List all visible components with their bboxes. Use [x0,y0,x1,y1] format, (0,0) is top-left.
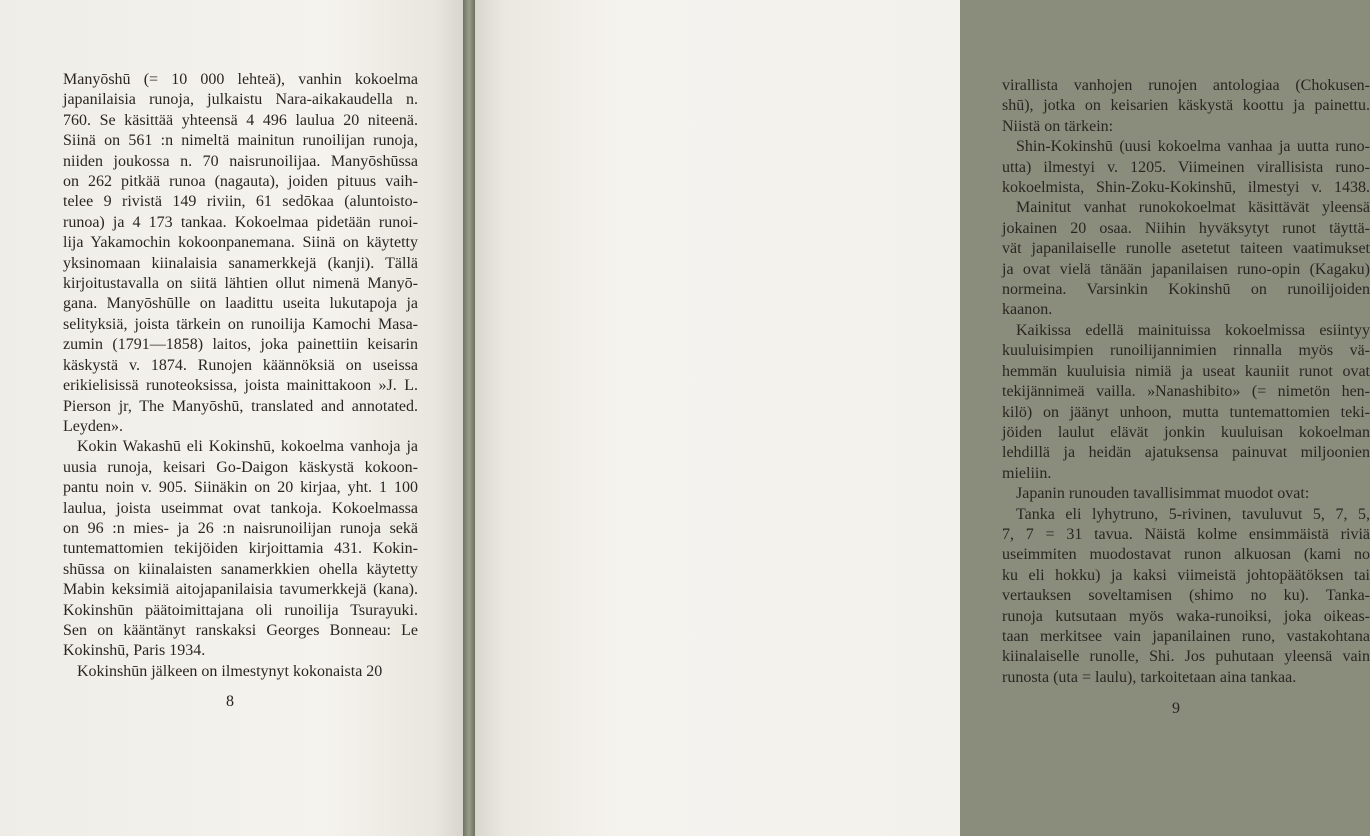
text-line: runoja kutsutaan myös waka-runoiksi, joka oikeas- [1002,607,1370,625]
text-line: shūssa on kiinalaisten sanamerkkien ohella käytetty [63,560,418,578]
text-line: tekijännimeä vailla. »Nanashibito» (= nimetön hen- [1002,383,1370,401]
text-line: käskystä v. 1874. Runojen käännöksiä on useissa [63,356,418,374]
text-line: laulua, joista useimmat ovat tankoja. Kokoelmassa [63,499,418,517]
text-line: Mainitut vanhat runokokoelmat käsittävät yleensä [1016,199,1370,217]
text-line: jöiden laulut elävät jonkin kuuluisan kokoelman [1002,423,1370,441]
text-line: 760. Se käsittää yhteensä 4 496 laulua 20 niteenä. [63,111,418,129]
text-line: Siinä on 561 :n nimeltä mainitun runoilijan runoja, [63,132,418,150]
right-page [475,0,1370,836]
text-line: Niistä on tärkein: [1002,117,1114,135]
text-line: lija Yakamochin kokoonpanemana. Siinä on käytetty [63,234,418,252]
text-line: Sen on kääntänyt ranskaksi Georges Bonneau: Le [63,621,418,639]
text-line: Kokin Wakashū eli Kokinshū, kokoelma vanhoja ja [77,438,418,456]
text-line: virallista vanhojen runojen antologiaa (Chokusen- [1002,77,1370,94]
text-line: pantu noin v. 905. Siinäkin on 20 kirjaa, yht. 1 100 [63,479,418,497]
text-line: erikielisissä runoteoksissa, joista mainittakoon »J. L. [63,377,418,395]
text-line: Kokinshūn jälkeen on ilmestynyt kokonaista 20 [77,662,383,680]
text-line: on 262 pitkää runoa (nagauta), joiden pituus vaih- [63,173,418,191]
text-line: uusia runoja, keisari Go-Daigon käskystä kokoon- [63,458,418,476]
text-line: ja ovat vielä tänään japanilaisen runo-opin (Kagaku) [1002,260,1370,278]
text-line: japanilaisia runoja, julkaistu Nara-aikakaudella n. [63,91,418,109]
text-line: vertauksen soveltamisen (shimo no ku). Tanka- [1002,587,1370,605]
text-line: jokainen 20 osaa. Niihin hyväksytyt runot täyttä- [1002,219,1370,237]
text-line: kiinalaiselle runolle, Shi. Jos puhutaan yleensä vain [1002,648,1370,666]
text-line: niiden joukossa n. 70 naisrunoilijaa. Manyōshūssa [63,152,418,170]
text-line: zumin (1791—1858) laitos, joka painettiin keisarin [63,336,418,354]
text-line: Kokinshū, Paris 1934. [63,642,206,660]
text-line: Shin-Kokinshū (uusi kokoelma vanhaa ja uutta runo- [1016,138,1370,156]
text-line: on 96 :n mies- ja 26 :n naisrunoilijan runoja sekä [63,519,418,537]
text-line: taan merkitsee vain japanilainen runo, vastakohtana [1002,627,1370,645]
text-line: Kokinshūn päätoimittajana oli runoilija Tsurayuki. [63,601,418,619]
text-line: useimmiten muodostavat runon alkuosan (kami no [1002,546,1370,564]
text-line: vät japanilaiselle runolle asetetut taiteen vaatimukset [1002,240,1370,258]
right-page-number: 9 [1172,700,1180,717]
left-page [0,0,463,836]
left-page-number: 8 [226,693,234,710]
text-line: selityksiä, joista tärkein on runoilija Kamochi Masa- [63,315,418,333]
text-line: Mabin keksimiä aitojapanilaisia tavumerkkejä (kana). [63,581,418,599]
book-gutter [463,0,475,836]
text-line: Kaikissa edellä mainituissa kokoelmissa esiintyy [1016,321,1370,339]
text-line: kaanon. [1002,301,1053,319]
left-page-text [63,70,418,682]
text-line: telee 9 rivistä 149 riviin, 61 sedōkaa (aluntoisto- [63,193,418,211]
text-line: Leyden». [63,417,123,435]
text-line: tuntemattomien tekijöiden kirjoittamia 431. Kokin- [63,540,418,558]
text-line: runosta (uta = laulu), tarkoitetaan aina tankaa. [1002,668,1297,686]
text-line: shū), jotka on keisarien käskystä koottu ja painettu. [1002,97,1370,115]
text-line: normeina. Varsinkin Kokinshū on runoilijoiden [1002,281,1370,299]
text-line: Pierson jr, The Manyōshū, translated and annotated. [63,397,418,415]
text-line: kuuluisimpien runoilijannimien rinnalla myös vä- [1002,342,1370,360]
text-line: hemmän kuuluisia nimiä ja useat kauniit runot ovat [1002,362,1370,380]
text-line: kilö) on jäänyt unhoon, mutta tuntemattomien teki- [1002,403,1370,421]
text-line: 7, 7 = 31 tavua. Näistä kolme ensimmäistä riviä [1002,525,1370,543]
text-line: Manyōshū (= 10 000 lehteä), vanhin kokoelma [63,71,418,88]
text-line: runoa) ja 4 173 tankaa. Kokoelmaa pidetään runoi- [63,213,418,231]
text-line: kirjoitustavalla on siitä lähtien ollut nimenä Manyō- [63,275,418,293]
right-page-text [1002,76,1370,688]
text-line: Tanka eli lyhytruno, 5-rivinen, tavuluvut 5, 7, 5, [1016,505,1370,523]
text-line: ku eli hokku) ja kaksi viimeistä johtopäätöksen tai [1002,566,1370,584]
text-line: utta) ilmestyi v. 1205. Viimeinen virallisista runo- [1002,158,1370,176]
text-line: lehdillä ja heidän ajatuksensa painuvat miljoonien [1002,444,1370,462]
text-line: Japanin runouden tavallisimmat muodot ovat: [1016,485,1310,503]
text-line: yksinomaan kiinalaisia sanamerkkejä (kanji). Tällä [63,254,418,272]
text-line: mieliin. [1002,464,1052,482]
text-line: kokoelmista, Shin-Zoku-Kokinshū, ilmestyi v. 1438. [1002,179,1370,197]
text-line: gana. Manyōshūlle on laadittu useita lukutapoja ja [63,295,418,313]
